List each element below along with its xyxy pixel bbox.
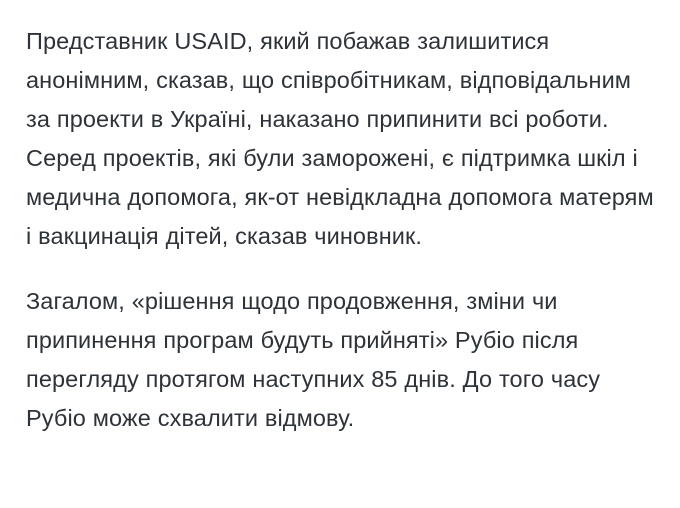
paragraph-1: Представник USAID, який побажав залишитися анонімним, сказав, що співробітникам, відповідальним за проекти в Україні, наказано припинити всі роботи. Серед проектів, які були заморожені, є підтримка шкіл і медична допомога, як-от невідкладна допомога матерям і вакцинація дітей, сказав чиновник. <box>26 28 654 249</box>
paragraph-2: Загалом, «рішення щодо продовження, зміни чи припинення програм будуть прийняті» Рубіо після перегляду протягом наступних 85 днів. До того часу Рубіо може схвалити відмову. <box>26 288 601 431</box>
